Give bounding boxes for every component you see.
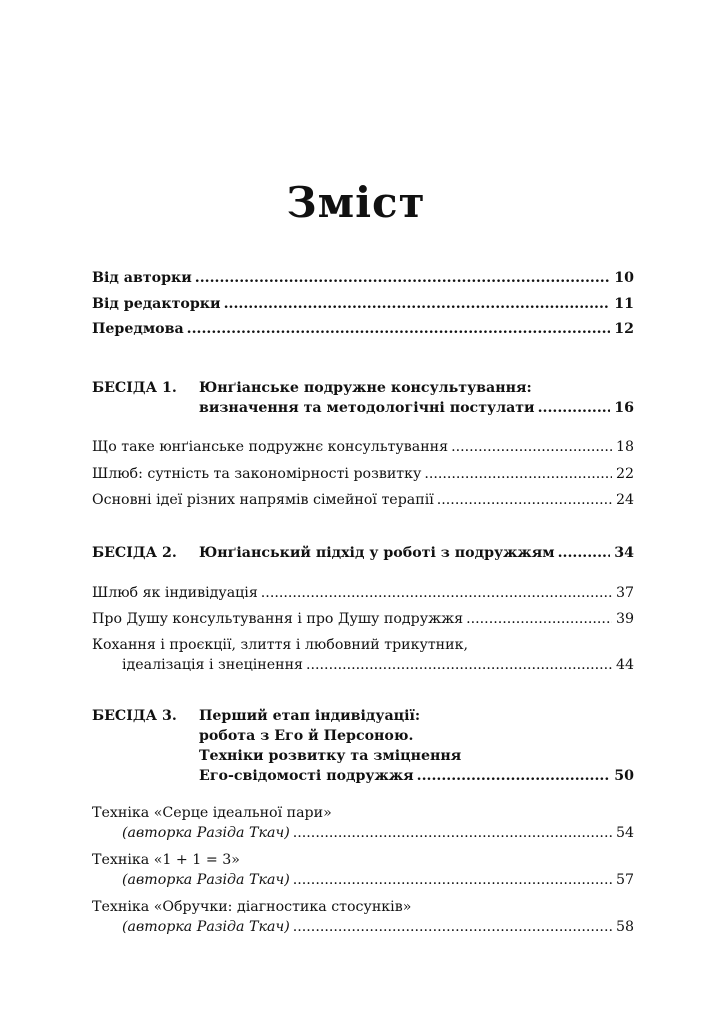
toc-page-number: 22 (615, 466, 634, 482)
dot-leader (293, 870, 612, 890)
toc-entry-3-3-first-line: Техніка «Обручки: діагностика стосунків» (92, 899, 412, 915)
toc-entry-conversation-3[interactable] (199, 766, 634, 786)
toc-entry-label: Шлюб як індивідуація (92, 585, 258, 601)
toc-page-number: 44 (615, 657, 634, 673)
dot-leader (538, 398, 611, 418)
toc-entry-2-3[interactable] (122, 655, 634, 675)
dot-leader (306, 655, 612, 675)
toc-page-number: 39 (615, 611, 634, 627)
toc-entry-label: Від редакторки (92, 296, 221, 312)
toc-entry-3-3[interactable] (122, 917, 634, 937)
toc-entry-from-editor[interactable] (92, 294, 634, 314)
toc-entry-2-2[interactable] (92, 609, 634, 629)
dot-leader (187, 319, 611, 339)
toc-entry-from-author[interactable] (92, 268, 634, 288)
conversation-3-title-line: Техніки розвитку та зміцнення (199, 748, 462, 764)
toc-entry-author: (авторка Разіда Ткач) (122, 872, 290, 888)
dot-leader (261, 583, 612, 603)
toc-entry-label: Шлюб: сутність та закономірності розвитку (92, 466, 422, 482)
toc-page-number: 16 (614, 400, 634, 416)
toc-page-number: 37 (615, 585, 634, 601)
conversation-1-label: БЕСІДА 1. (92, 380, 177, 396)
toc-entry-3-1-first-line: Техніка «Серце ідеальної пари» (92, 805, 332, 821)
toc-page-number: 10 (614, 270, 634, 286)
toc-page-number: 57 (615, 872, 634, 888)
toc-entry-1-1[interactable] (92, 437, 634, 457)
toc-entry-label: Его-свідомості подружжя (199, 768, 414, 784)
toc-entry-label: Про Душу консультування і про Душу подружжя (92, 611, 464, 627)
toc-entry-conversation-2[interactable] (199, 543, 634, 563)
dot-leader (558, 543, 611, 563)
toc-entry-1-3[interactable] (92, 490, 634, 510)
toc-entry-2-1[interactable] (92, 583, 634, 603)
toc-page-number: 18 (615, 439, 634, 455)
dot-leader (417, 766, 611, 786)
dot-leader (293, 917, 612, 937)
toc-page-number: 58 (615, 919, 634, 935)
toc-entry-label: ідеалізація і знецінення (122, 657, 304, 673)
toc-entry-label: визначення та методологічні постулати (199, 400, 535, 416)
dot-leader (195, 268, 610, 288)
conversation-2-label: БЕСІДА 2. (92, 545, 177, 561)
toc-page-number: 11 (614, 296, 634, 312)
toc-entry-conversation-1[interactable] (199, 398, 634, 418)
page-title: Зміст (286, 178, 426, 227)
dot-leader (224, 294, 611, 314)
toc-entry-label: Від авторки (92, 270, 192, 286)
toc-page-number: 24 (615, 492, 634, 508)
dot-leader (466, 609, 612, 629)
conversation-3-title-line: Перший етап індивідуації: (199, 708, 421, 724)
toc-entry-3-2[interactable] (122, 870, 634, 890)
toc-entry-preface[interactable] (92, 319, 634, 339)
toc-entry-label: Що таке юнґіанське подружнє консультування (92, 439, 449, 455)
toc-entry-3-2-first-line: Техніка «1 + 1 = 3» (92, 852, 240, 868)
toc-entry-label: Передмова (92, 321, 184, 337)
toc-page-number: 50 (614, 768, 634, 784)
conversation-1-title-line: Юнґіанське подружне консультування: (199, 380, 532, 396)
toc-entry-2-3-first-line: Кохання і проєкції, злиття і любовний трикутник, (92, 637, 468, 653)
dot-leader (437, 490, 612, 510)
toc-entry-3-1[interactable] (122, 823, 634, 843)
dot-leader (451, 437, 612, 457)
conversation-3-title-line: робота з Его й Персоною. (199, 728, 414, 744)
toc-entry-1-2[interactable] (92, 464, 634, 484)
toc-page-number: 34 (614, 545, 634, 561)
toc-entry-label: Основні ідеї різних напрямів сімейної терапії (92, 492, 434, 508)
toc-entry-label: Юнґіанський підхід у роботі з подружжям (199, 545, 555, 561)
toc-entry-author: (авторка Разіда Ткач) (122, 825, 290, 841)
dot-leader (424, 464, 612, 484)
conversation-3-label: БЕСІДА 3. (92, 708, 177, 724)
dot-leader (293, 823, 612, 843)
toc-page-number: 12 (614, 321, 634, 337)
toc-page-number: 54 (615, 825, 634, 841)
toc-entry-author: (авторка Разіда Ткач) (122, 919, 290, 935)
